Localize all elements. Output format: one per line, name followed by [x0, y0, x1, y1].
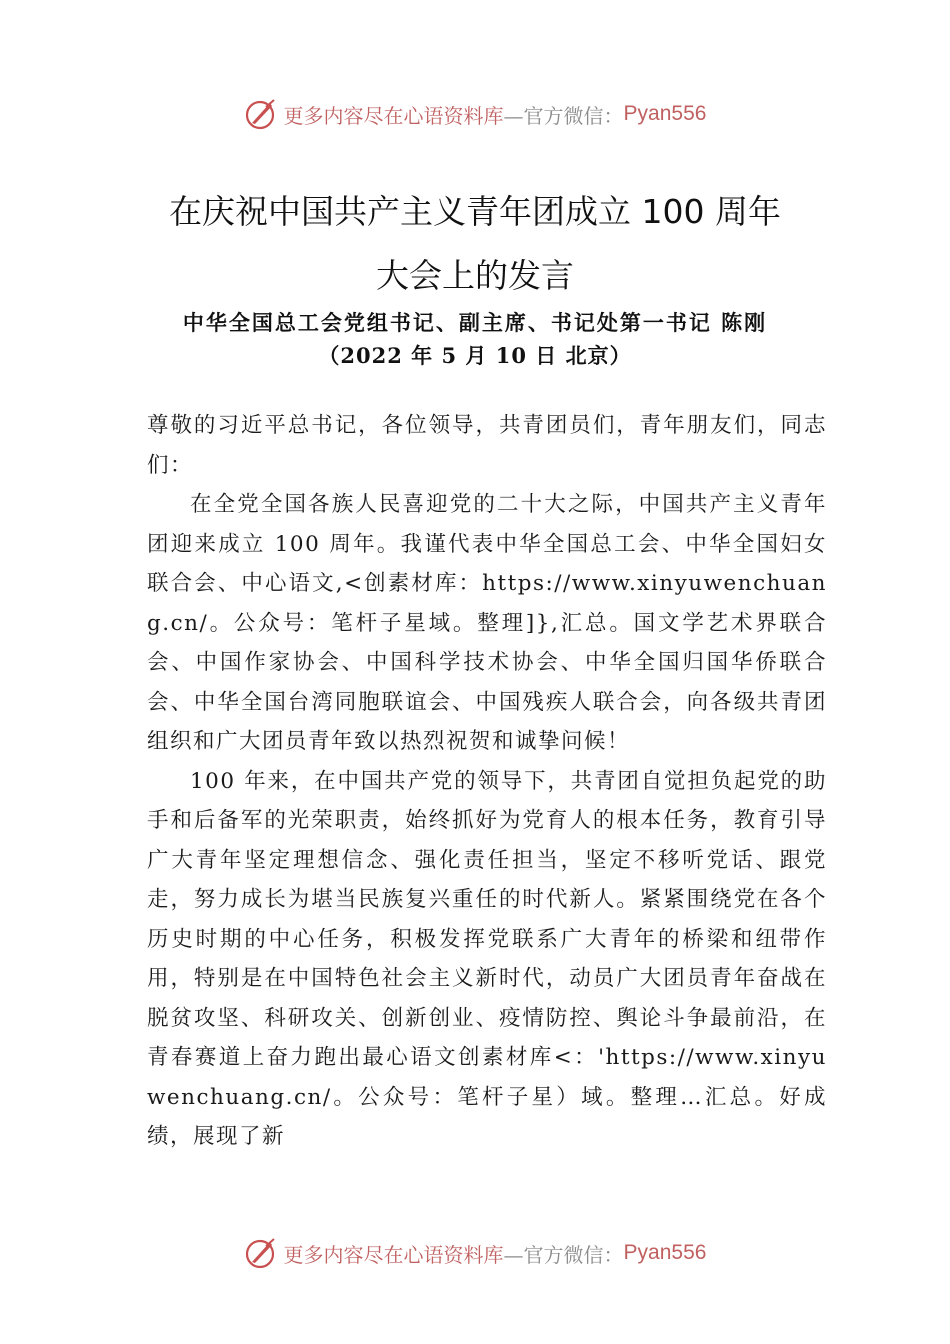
salutation-paragraph: 尊敬的习近平总书记，各位领导，共青团员们，青年朋友们，同志们：: [147, 413, 827, 478]
header-banner: [0, 94, 950, 134]
date-place-line: （2022 年 5 月 10 日 北京）: [318, 343, 632, 368]
quill-logo-icon: [244, 97, 278, 131]
document-body: [147, 406, 827, 1157]
banner-lead-text: 更多内容尽在心语资料库: [283, 103, 504, 128]
body-paragraph: 100 年来，在中国共产党的领导下，共青团自觉担负起党的助手和后备军的光荣职责，始终抓好为党育人的根本任务，教育引导广大青年坚定理想信念、强化责任担当，坚定不移听党话、跟党走，努力成长为堪当民族复兴重任的时代新人。紧紧围绕党在各个历史时期的中心任务，积极发挥党联系广大青年的桥梁和纽带作用，特别是在中国特色社会主义新时代，动员广大团员青年奋战在脱贫攻坚、科研攻关、创新创业、疫情防控、舆论斗争最前沿，在青春赛道上奋力跑出最心语文创素材库<：'https://www.xinyuwenchuang.cn/。公众号：笔杆子星）域。整理…汇总。好成绩，展现了新: [147, 768, 827, 1149]
banner-wechat-label: —官方微信：: [503, 1242, 624, 1267]
banner-lead-text: 更多内容尽在心语资料库: [283, 1242, 504, 1267]
page-title-line1: 在庆祝中国共产主义青年团成立 100 周年: [169, 192, 781, 231]
page-title-line2: 大会上的发言: [376, 256, 574, 295]
banner-wechat-label: —官方微信：: [503, 103, 624, 128]
banner-wechat-id: Pyan556: [623, 102, 707, 125]
author-line: 中华全国总工会党组书记、副主席、书记处第一书记 陈刚: [182, 310, 768, 335]
quill-logo-icon: [244, 1236, 278, 1270]
banner-wechat-id: Pyan556: [623, 1241, 707, 1264]
body-paragraph: 在全党全国各族人民喜迎党的二十大之际，中国共产主义青年团迎来成立 100 周年。我谨代表中华全国总工会、中华全国妇女联合会、中心语文,<创素材库：https://www.xinyuwenchuang.cn/。公众号：笔杆子星域。整理]},汇总。国文学艺术界联合会、中国作家协会、中国科学技术协会、中华全国归国华侨联合会、中华全国台湾同胞联谊会、中国残疾人联合会，向各级共青团组织和广大团员青年致以热烈祝贺和诚挚问候！: [147, 492, 827, 754]
footer-banner: [0, 1233, 950, 1273]
